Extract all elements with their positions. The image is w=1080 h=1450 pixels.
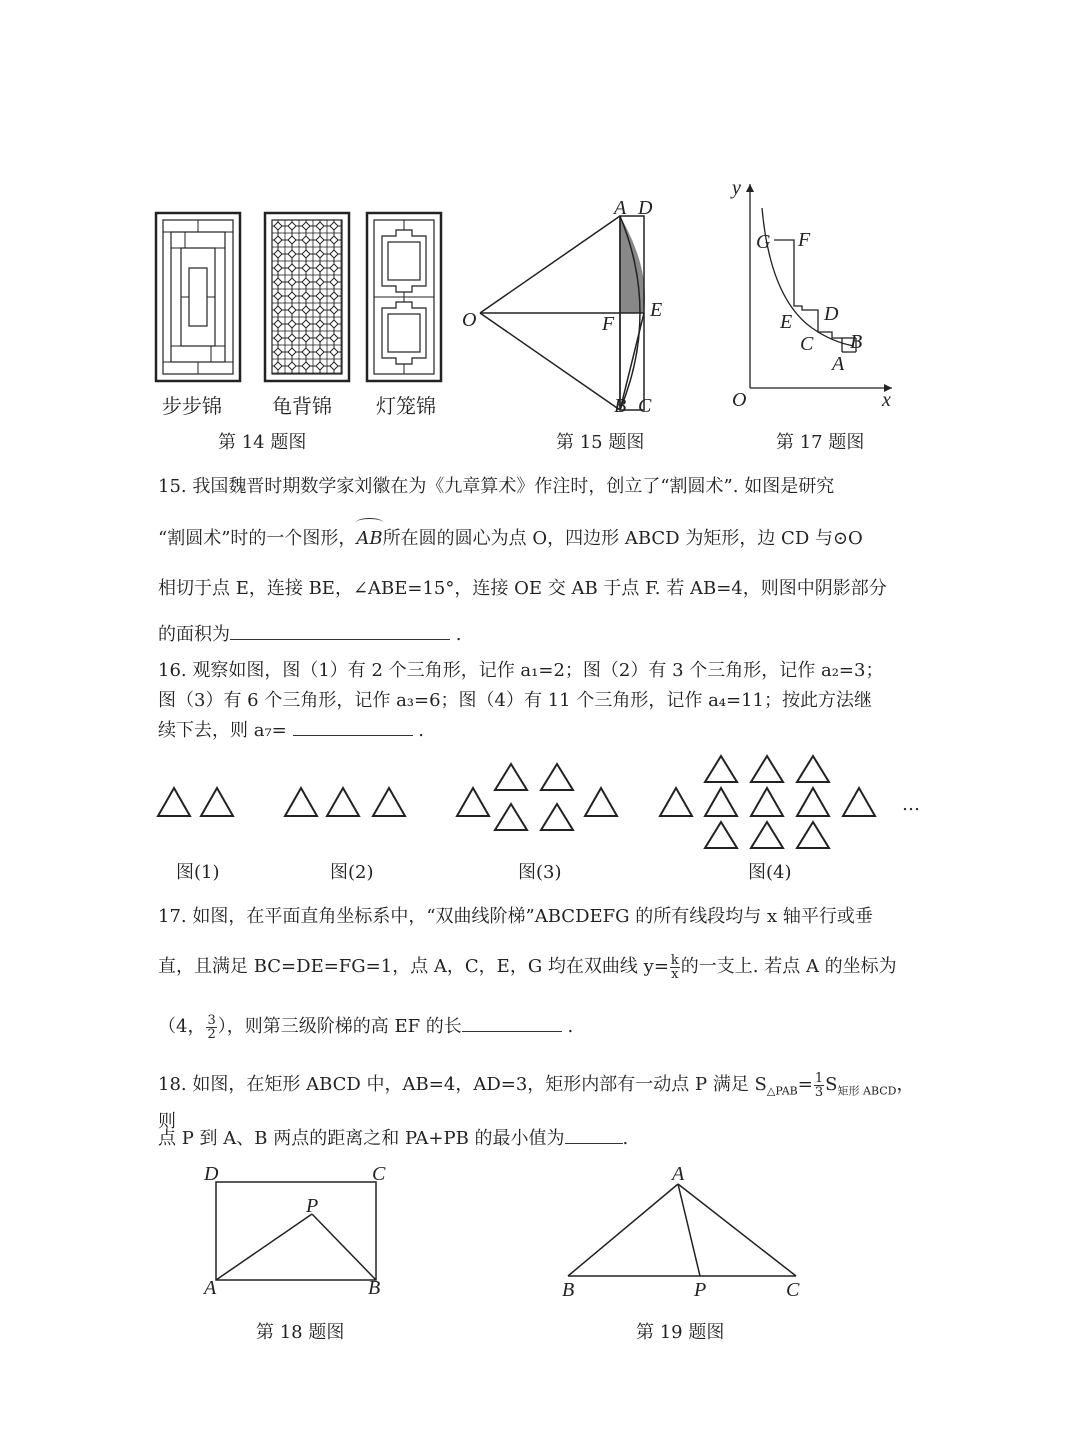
fig19-point-C: C (786, 1279, 800, 1301)
fig17-point-C: C (800, 333, 814, 355)
fig18-point-C: C (372, 1163, 386, 1185)
fig17-axis-y: y (732, 177, 741, 199)
q15-line4 (158, 620, 928, 650)
q17-line2 (158, 952, 928, 982)
q17-line3 (158, 1012, 928, 1042)
fig17-caption: 第 17 题图 (776, 432, 865, 453)
fig15-point-E: E (650, 299, 663, 321)
q16-line2: 图（3）有 6 个三角形，记作 a₃=6；图（4）有 11 个三角形，记作 a₄=11；按此方法继 (158, 690, 873, 711)
fig14-label-1: 步步锦 (162, 394, 222, 418)
q15-line2-start: “割圆术”时的一个图形， (158, 528, 357, 549)
q16-line3-text: 续下去，则 a₇= (158, 720, 287, 741)
q16-fig-label-1: 图(1) (176, 862, 220, 883)
fig18-point-D: D (204, 1163, 219, 1185)
q15-line2 (158, 524, 928, 554)
q18-frac-den: 3 (814, 1084, 824, 1100)
fig19-point-B: B (562, 1279, 575, 1301)
q18-answer-blank[interactable] (565, 1142, 623, 1144)
q18-line2 (158, 1124, 928, 1154)
fig14-label-3: 灯笼锦 (376, 394, 436, 418)
q15-arc-ab: AB (356, 524, 382, 554)
fig18-diagram (200, 1162, 400, 1297)
q17-fraction-3-over-2 (206, 1014, 216, 1041)
q18-sub-pab: △PAB (766, 1084, 798, 1098)
q18-fraction-1-over-3 (814, 1072, 824, 1099)
q16-fig-label-3: 图(3) (518, 862, 562, 883)
fig19-diagram (556, 1162, 816, 1301)
fig15-point-B: B (614, 395, 627, 417)
q17-answer-blank[interactable] (462, 1030, 562, 1032)
fig18-caption: 第 18 题图 (256, 1322, 345, 1343)
fig19-point-P: P (694, 1279, 707, 1301)
q15-line3: 相切于点 E，连接 BE，∠ABE=15°，连接 OE 交 AB 于点 F. 若 AB=4，则图中阴影部分 (158, 578, 887, 599)
q18-line2-text: 点 P 到 A、B 两点的距离之和 PA+PB 的最小值为 (158, 1128, 565, 1149)
q16-ellipsis: … (902, 794, 920, 815)
fig15-point-C: C (638, 395, 652, 417)
fig15-caption: 第 15 题图 (556, 432, 645, 453)
fig17-origin: O (732, 389, 747, 411)
fig17-point-F: F (798, 229, 811, 251)
fig15-point-D: D (638, 197, 653, 219)
q15-answer-blank[interactable] (230, 638, 450, 640)
q16-fig-label-2: 图(2) (330, 862, 374, 883)
fig19-caption: 第 19 题图 (636, 1322, 725, 1343)
q16-line1: 16. 观察如图，图（1）有 2 个三角形，记作 a₁=2；图（2）有 3 个三角形，记作 a₂=3； (158, 660, 884, 681)
q16-line3 (158, 716, 928, 746)
q18-frac-num: 1 (814, 1070, 824, 1086)
fig14-window-bubujin (155, 212, 245, 387)
q18-sub-rect: 矩形 ABCD (837, 1084, 897, 1098)
q15-line4-period: . (455, 624, 462, 645)
fig18-point-A: A (204, 1277, 217, 1299)
fig17-axis-x: x (882, 389, 891, 411)
q16-fig-label-4: 图(4) (748, 862, 792, 883)
fig17-point-E: E (780, 311, 793, 333)
fig14-window-denglongjin (366, 212, 456, 387)
q17-frac-num: k (670, 952, 679, 968)
fig19-point-A: A (672, 1163, 685, 1185)
q17-line3-start: （4， (158, 1016, 206, 1037)
fig17-diagram (722, 177, 902, 411)
q17-line1: 17. 如图，在平面直角坐标系中，“双曲线阶梯”ABCDEFG 的所有线段均与 x 轴平行或垂 (158, 906, 873, 927)
fig18-point-P: P (306, 1195, 319, 1217)
fig15-point-A: A (614, 197, 627, 219)
fig15-diagram (460, 198, 700, 428)
fig14-window-guibeijin (264, 212, 354, 387)
q17-frac-den: x (671, 966, 679, 982)
fig17-point-D: D (824, 303, 839, 325)
q17-line3-mid: ），则第三级阶梯的高 EF 的长 (217, 1016, 462, 1037)
q15-line1: 15. 我国魏晋时期数学家刘徽在为《九章算术》作注时，创立了“割圆术”. 如图是研究 (158, 476, 835, 497)
q17-frac2-num: 3 (207, 1012, 216, 1028)
q17-frac2-den: 2 (207, 1026, 216, 1042)
fig14-label-2: 龟背锦 (272, 394, 332, 418)
fig15-point-F: F (602, 313, 615, 335)
q17-line2-start: 直，且满足 BC=DE=FG=1，点 A，C，E，G 均在双曲线 y= (158, 956, 669, 977)
q17-line2-end: 的一支上. 若点 A 的坐标为 (680, 956, 897, 977)
fig17-point-G: G (756, 231, 771, 253)
fig15-point-O: O (462, 309, 477, 331)
q18-equals: = (797, 1074, 813, 1095)
q15-line4-text: 的面积为 (158, 624, 230, 645)
q17-fraction-k-over-x (670, 954, 680, 981)
q15-line2-end: 所在圆的圆心为点 O，四边形 ABCD 为矩形，边 CD 与⊙O (382, 528, 863, 549)
fig14-caption: 第 14 题图 (218, 432, 307, 453)
q18-line1-start: 18. 如图，在矩形 ABCD 中，AB=4，AD=3，矩形内部有一动点 P 满足 S (158, 1074, 767, 1095)
q16-triangle-figures (155, 760, 955, 850)
q18-s2: S (825, 1074, 838, 1095)
q18-line2-period: . (622, 1128, 629, 1149)
fig18-point-B: B (368, 1277, 381, 1299)
fig17-point-A: A (832, 353, 845, 375)
q16-answer-blank[interactable] (293, 734, 413, 736)
q18-line1-end: ，则 (158, 1074, 915, 1132)
fig17-point-B: B (850, 331, 863, 353)
q17-line3-period: . (567, 1016, 574, 1037)
q16-line3-period: . (418, 720, 424, 741)
